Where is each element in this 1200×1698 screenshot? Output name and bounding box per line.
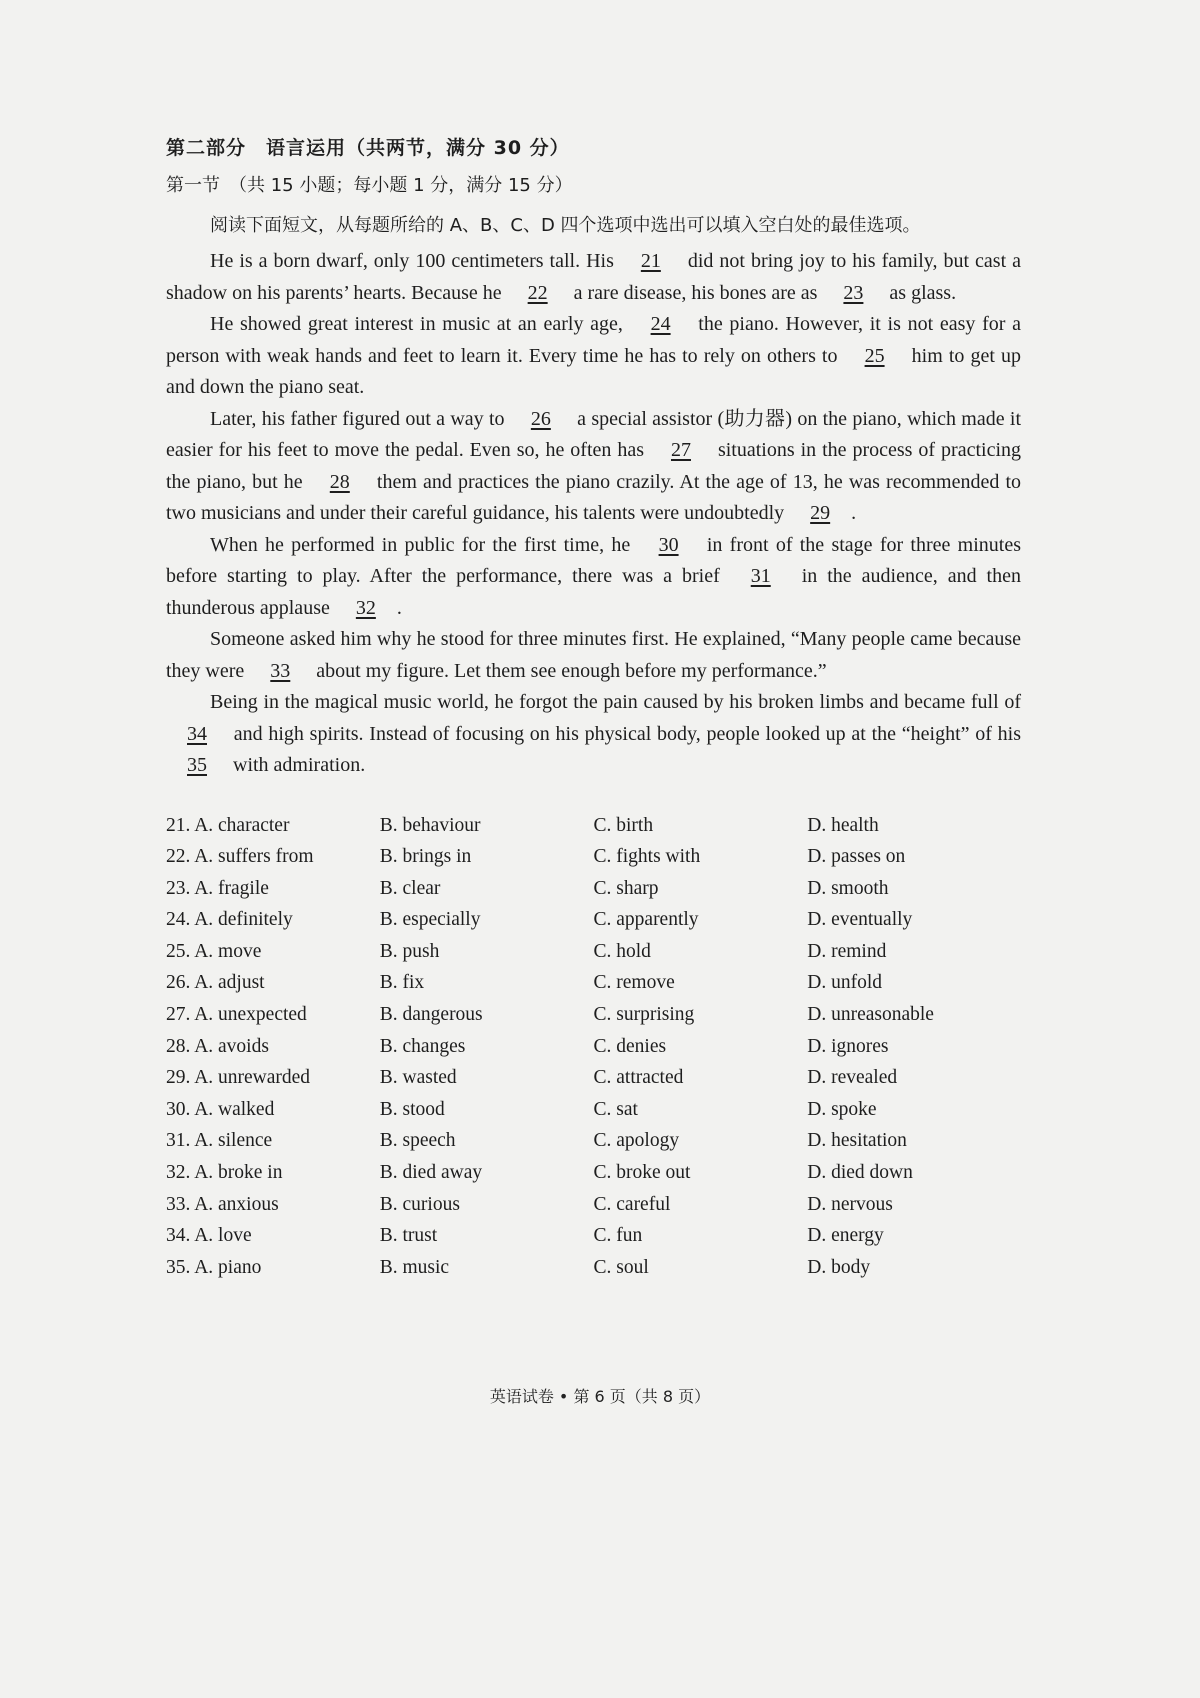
passage-text: Later, his father figured out a way to: [210, 407, 510, 430]
option-d: [807, 967, 1021, 999]
option-d: [807, 841, 1021, 873]
option-a: [166, 967, 380, 999]
option-text: B. clear: [379, 877, 441, 899]
question-row: [166, 936, 1021, 968]
passage-text: Someone asked him why he stood for three minutes first. He explained, “Many people came because they were: [166, 628, 1021, 682]
question-row: [166, 1157, 1021, 1189]
question-number: 34.: [166, 1225, 191, 1247]
option-text: D. passes on: [807, 846, 906, 868]
question-row: [166, 1031, 1021, 1063]
option-c: [594, 841, 808, 873]
question-number: 29.: [166, 1067, 191, 1089]
option-text: B. wasted: [379, 1067, 457, 1089]
option-c: [594, 1157, 808, 1189]
blank-27: 27: [670, 439, 691, 461]
option-text: B. curious: [379, 1193, 460, 1215]
blank-26: 26: [530, 407, 551, 430]
question-row: [166, 967, 1021, 999]
option-c: [594, 936, 808, 968]
option-d: [807, 1157, 1021, 1189]
option-text: D. unreasonable: [807, 1004, 934, 1026]
passage-paragraph: [166, 404, 1021, 530]
option-a: [166, 873, 380, 905]
option-text: B. speech: [379, 1130, 456, 1152]
answer-options-list: [166, 810, 1021, 1284]
option-text: C. hold: [593, 940, 651, 962]
passage-paragraph: [166, 309, 1021, 404]
question-number: 35.: [166, 1256, 191, 1278]
option-b: [380, 873, 594, 905]
blank-22: 22: [527, 281, 548, 304]
option-a: [166, 1031, 380, 1063]
option-d: [807, 936, 1021, 968]
blank-28: 28: [329, 470, 350, 493]
option-b: [380, 999, 594, 1031]
option-text: B. stood: [379, 1098, 445, 1120]
option-text: B. music: [379, 1256, 450, 1278]
cloze-passage: [166, 246, 1021, 782]
question-row: [166, 1252, 1021, 1284]
passage-text: in front of the stage for three minutes before starting to play. After the performance, there was a brief: [166, 533, 1021, 587]
option-a: [166, 810, 380, 842]
option-b: [380, 841, 594, 873]
option-a: [166, 1125, 380, 1157]
question-number: 26.: [166, 972, 191, 994]
option-text: A. unexpected: [194, 1004, 307, 1026]
passage-text: him to get up and down the piano seat.: [166, 344, 1021, 398]
subsection-title: 第一节 （共 15 小题；每小题 1 分，满分 15 分）: [166, 175, 573, 196]
question-number: 32.: [166, 1162, 191, 1184]
question-row: [166, 999, 1021, 1031]
option-d: [807, 1125, 1021, 1157]
question-number: 27.: [166, 1004, 191, 1026]
passage-paragraph: [166, 624, 1021, 687]
option-text: B. trust: [379, 1225, 438, 1247]
option-d: [807, 904, 1021, 936]
blank-32: 32: [355, 596, 376, 619]
option-d: [807, 999, 1021, 1031]
option-a: [166, 936, 380, 968]
option-a: [166, 1189, 380, 1221]
option-text: A. definitely: [194, 909, 293, 931]
option-b: [380, 1094, 594, 1126]
blank-34: 34: [187, 722, 207, 745]
option-text: D. unfold: [807, 972, 882, 994]
option-text: A. anxious: [194, 1193, 279, 1215]
option-text: C. broke out: [593, 1162, 691, 1184]
option-b: [380, 1062, 594, 1094]
question-number: 23.: [166, 877, 191, 899]
option-text: D. health: [807, 814, 879, 836]
option-text: C. surprising: [593, 1004, 695, 1026]
option-b: [380, 810, 594, 842]
blank-23: 23: [843, 281, 864, 304]
option-text: D. revealed: [807, 1067, 898, 1089]
option-c: [594, 1125, 808, 1157]
option-text: A. fragile: [194, 877, 269, 899]
option-b: [380, 1252, 594, 1284]
page-footer: 英语试卷 • 第 6 页（共 8 页）: [489, 1387, 711, 1406]
passage-text: the piano. However, it is not easy for a person with weak hands and feet to learn it. Every time he has to rely on others to: [166, 313, 1021, 367]
option-c: [594, 1220, 808, 1252]
option-c: [594, 1252, 808, 1284]
option-d: [807, 1062, 1021, 1094]
option-text: B. dangerous: [379, 1004, 483, 1026]
blank-25: 25: [864, 344, 885, 367]
question-number: 22.: [166, 846, 191, 868]
question-row: [166, 904, 1021, 936]
option-text: C. apparently: [593, 909, 699, 931]
passage-paragraph: [166, 246, 1021, 309]
question-row: [166, 1220, 1021, 1252]
option-a: [166, 1220, 380, 1252]
option-c: [594, 1094, 808, 1126]
passage-text: Being in the magical music world, he forgot the pain caused by his broken limbs and became full of: [210, 691, 1021, 713]
option-text: B. changes: [379, 1035, 466, 1057]
option-text: C. fun: [593, 1225, 643, 1247]
blank-30: 30: [658, 533, 679, 556]
option-text: D. ignores: [807, 1035, 889, 1057]
option-a: [166, 841, 380, 873]
passage-text: .: [396, 596, 402, 619]
option-d: [807, 1220, 1021, 1252]
blank-24: 24: [650, 313, 671, 335]
option-a: [166, 904, 380, 936]
passage-text: He is a born dwarf, only 100 centimeters tall. His: [210, 250, 620, 272]
option-c: [594, 1062, 808, 1094]
option-text: B. brings in: [379, 846, 472, 868]
option-a: [166, 999, 380, 1031]
option-b: [380, 1189, 594, 1221]
option-a: [166, 1252, 380, 1284]
option-text: A. broke in: [194, 1162, 283, 1184]
passage-text: did not bring joy to his family, but cast a shadow on his parents’ hearts. Because he: [166, 250, 1022, 304]
option-b: [380, 1125, 594, 1157]
option-c: [594, 1031, 808, 1063]
option-b: [380, 1031, 594, 1063]
passage-text: about my figure. Let them see enough before my performance.”: [311, 659, 827, 682]
option-d: [807, 1094, 1021, 1126]
passage-text: When he performed in public for the first time, he: [210, 533, 638, 556]
option-text: A. unrewarded: [194, 1067, 311, 1089]
option-text: D. remind: [807, 940, 887, 962]
question-row: [166, 810, 1021, 842]
option-text: D. energy: [807, 1225, 884, 1247]
option-a: [166, 1094, 380, 1126]
option-text: B. died away: [379, 1162, 483, 1184]
option-b: [380, 936, 594, 968]
page-content: [166, 130, 1021, 1283]
option-text: A. avoids: [194, 1035, 269, 1057]
passage-text: situations in the process of practicing the piano, but he: [166, 439, 1021, 493]
question-number: 24.: [166, 909, 191, 931]
option-d: [807, 873, 1021, 905]
blank-33: 33: [270, 659, 291, 682]
option-d: [807, 1252, 1021, 1284]
option-b: [380, 1220, 594, 1252]
question-number: 33.: [166, 1193, 191, 1215]
option-text: B. especially: [379, 909, 481, 931]
option-text: D. smooth: [807, 877, 889, 899]
question-row: [166, 1189, 1021, 1221]
option-text: D. body: [807, 1256, 871, 1278]
option-text: C. apology: [593, 1130, 680, 1152]
option-text: C. sat: [593, 1098, 638, 1120]
option-text: C. sharp: [593, 877, 659, 899]
section-title: 第二部分 语言运用（共两节，满分 30 分）: [166, 137, 570, 159]
option-b: [380, 1157, 594, 1189]
option-c: [594, 810, 808, 842]
instruction-text: 阅读下面短文，从每题所给的 A、B、C、D 四个选项中选出可以填入空白处的最佳选项。: [210, 215, 921, 236]
option-text: B. behaviour: [379, 814, 481, 836]
option-c: [594, 999, 808, 1031]
option-text: B. push: [379, 940, 440, 962]
option-text: C. remove: [593, 972, 675, 994]
question-number: 28.: [166, 1035, 191, 1057]
option-text: A. love: [194, 1225, 252, 1247]
option-text: A. piano: [194, 1256, 262, 1278]
passage-text: as glass.: [884, 281, 957, 304]
question-number: 30.: [166, 1098, 191, 1120]
passage-text: with admiration.: [228, 754, 366, 776]
question-row: [166, 841, 1021, 873]
passage-text: and high spirits. Instead of focusing on his physical body, people looked up at the “height” of his: [228, 722, 1021, 745]
passage-paragraph: [166, 687, 1021, 782]
option-b: [380, 904, 594, 936]
option-text: C. attracted: [593, 1067, 684, 1089]
option-text: D. nervous: [807, 1193, 893, 1215]
blank-35: 35: [187, 754, 207, 776]
option-text: A. move: [194, 940, 262, 962]
option-text: D. hesitation: [807, 1130, 907, 1152]
option-text: A. adjust: [194, 972, 265, 994]
option-text: B. fix: [379, 972, 425, 994]
option-text: C. soul: [593, 1256, 649, 1278]
option-d: [807, 1189, 1021, 1221]
option-a: [166, 1062, 380, 1094]
option-c: [594, 967, 808, 999]
passage-text: them and practices the piano crazily. At the age of 13, he was recommended to two musicians and under their careful guidance, his talents were undoubtedly: [166, 470, 1021, 524]
passage-text: a special assistor (助力器) on the piano, which made it easier for his feet to move the pedal. Even so, he often has: [166, 407, 1021, 461]
option-d: [807, 810, 1021, 842]
option-text: A. silence: [194, 1130, 273, 1152]
option-text: C. fights with: [593, 846, 701, 868]
question-row: [166, 1125, 1021, 1157]
question-number: 21.: [166, 814, 191, 836]
option-text: D. eventually: [807, 909, 913, 931]
option-text: A. character: [194, 814, 290, 836]
blank-31: 31: [750, 565, 771, 587]
option-b: [380, 967, 594, 999]
blank-21: 21: [640, 250, 661, 272]
option-text: C. denies: [593, 1035, 667, 1057]
option-c: [594, 873, 808, 905]
question-row: [166, 1094, 1021, 1126]
option-c: [594, 904, 808, 936]
option-text: A. suffers from: [194, 846, 314, 868]
option-text: C. birth: [593, 814, 654, 836]
blank-29: 29: [810, 502, 831, 524]
option-d: [807, 1031, 1021, 1063]
passage-paragraph: [166, 530, 1021, 625]
option-text: D. died down: [807, 1162, 913, 1184]
question-row: [166, 873, 1021, 905]
passage-text: He showed great interest in music at an early age,: [210, 313, 630, 335]
question-number: 31.: [166, 1130, 191, 1152]
option-c: [594, 1189, 808, 1221]
option-a: [166, 1157, 380, 1189]
question-number: 25.: [166, 940, 191, 962]
question-row: [166, 1062, 1021, 1094]
passage-text: .: [851, 502, 857, 524]
passage-text: a rare disease, his bones are as: [568, 281, 823, 304]
option-text: D. spoke: [807, 1098, 877, 1120]
passage-text: in the audience, and then thunderous applause: [166, 565, 1021, 619]
option-text: A. walked: [194, 1098, 275, 1120]
option-text: C. careful: [593, 1193, 671, 1215]
